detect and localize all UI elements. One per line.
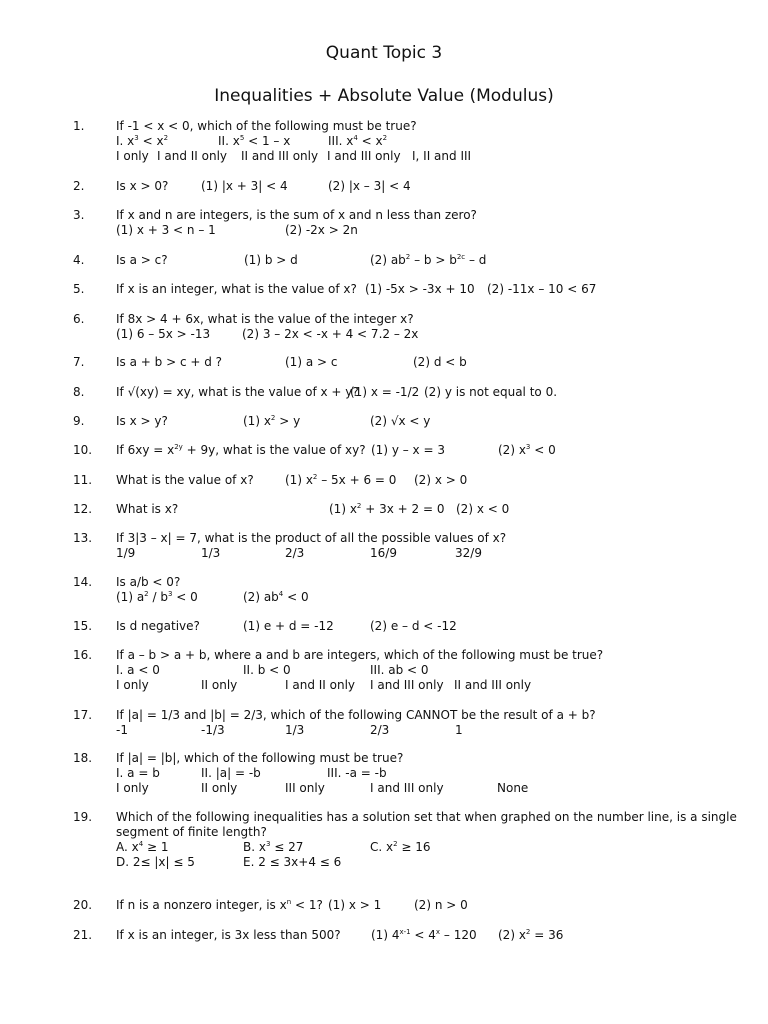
question-text: 1/3 <box>285 723 305 737</box>
question-text: (2) d < b <box>413 355 467 369</box>
question-text: (2) x > 0 <box>414 473 468 487</box>
question-text: (2) -11x – 10 < 67 <box>487 282 597 296</box>
question-text: segment of finite length? <box>116 825 267 839</box>
question-text: If x is an integer, what is the value of x? <box>116 282 357 296</box>
question-text: (2) $x^2 = 36$ <box>498 928 564 942</box>
question-text: I and III only <box>327 149 401 163</box>
question-text: II and III only <box>454 678 532 692</box>
question-text: 2/3 <box>370 723 390 737</box>
question-text: Is a > c? <box>116 253 168 267</box>
question-text: II. |a| = -b <box>201 766 261 780</box>
question-text: (1) |x + 3| < 4 <box>201 179 288 193</box>
question-text: Is x > 0? <box>116 179 169 193</box>
question-number: 11. <box>73 473 93 487</box>
question-text: (1) e + d = -12 <box>243 619 334 633</box>
question-text: D. 2≤ |x| ≤ 5 <box>116 855 195 869</box>
question-number: 10. <box>73 443 93 457</box>
question-number: 3. <box>73 208 85 222</box>
question-text: (1) $x^2 > y$ <box>243 414 301 428</box>
question-text: -1 <box>116 723 128 737</box>
question-text: If -1 < x < 0, which of the following must be true? <box>116 119 417 133</box>
question-text: I. a < 0 <box>116 663 160 677</box>
question-text: I and II only <box>157 149 228 163</box>
question-text: None <box>497 781 529 795</box>
question-text: I. a = b <box>116 766 160 780</box>
question-text: I and III only <box>370 678 444 692</box>
question-text: 16/9 <box>370 546 397 560</box>
question-number: 19. <box>73 810 93 824</box>
question-text: 32/9 <box>455 546 482 560</box>
question-number: 5. <box>73 282 85 296</box>
question-number: 14. <box>73 575 93 589</box>
question-text: I only <box>116 781 149 795</box>
question-number: 16. <box>73 648 93 662</box>
question-number: 20. <box>73 898 93 912</box>
question-text: (1) b > d <box>244 253 298 267</box>
question-text: (2) $x^3 < 0$ <box>498 443 556 457</box>
question-text: 2/3 <box>285 546 305 560</box>
question-text: (1) $4^{x-1} < 4^x - 120$ <box>371 928 477 942</box>
question-number: 4. <box>73 253 85 267</box>
question-text: If 3|3 – x| = 7, what is the product of all the possible values of x? <box>116 531 507 545</box>
question-number: 15. <box>73 619 93 633</box>
question-text: B. $x^3 \le 27$ <box>243 840 304 854</box>
question-text: What is x? <box>116 502 179 516</box>
question-text: Is a/b < 0? <box>116 575 181 589</box>
question-text: If |a| = |b|, which of the following must be true? <box>116 751 404 765</box>
question-text: (1) $x^2 - 5x + 6 = 0$ <box>285 473 397 487</box>
question-text: Is x > y? <box>116 414 168 428</box>
question-text: Is a + b > c + d ? <box>116 355 223 369</box>
question-text: III. $x^4 < x^2$ <box>328 134 388 148</box>
question-text: 1/9 <box>116 546 136 560</box>
question-text: I. $x^3 < x^2$ <box>116 134 169 148</box>
question-number: 18. <box>73 751 93 765</box>
question-text: If x is an integer, is 3x less than 500? <box>116 928 341 942</box>
question-text: If x and n are integers, is the sum of x and n less than zero? <box>116 208 477 222</box>
question-text: Is d negative? <box>116 619 200 633</box>
question-text: (2) √x < y <box>370 414 431 428</box>
question-text: I only <box>116 149 149 163</box>
question-text: If a – b > a + b, where a and b are integers, which of the following must be true? <box>116 648 604 662</box>
question-number: 12. <box>73 502 93 516</box>
question-text: (1) -5x > -3x + 10 <box>365 282 475 296</box>
question-text: (2) 3 – 2x < -x + 4 < 7.2 – 2x <box>242 327 419 341</box>
question-number: 13. <box>73 531 93 545</box>
question-text: (1) $x^2 + 3x + 2 = 0$ <box>329 502 445 516</box>
question-text: (2) x < 0 <box>456 502 510 516</box>
question-text: C. $x^2 \ge 16$ <box>370 840 431 854</box>
question-text: III. -a = -b <box>327 766 387 780</box>
question-number: 2. <box>73 179 85 193</box>
document-title: Quant Topic 3 <box>325 43 443 63</box>
question-text: Which of the following inequalities has a solution set that when graphed on the number line, is a single <box>116 810 737 824</box>
question-text: If $6xy = x^{2y} + 9y$, what is the value of xy? <box>116 443 366 457</box>
question-text: 1 <box>455 723 463 737</box>
question-text: II only <box>201 781 238 795</box>
question-number: 17. <box>73 708 93 722</box>
question-text: III. ab < 0 <box>370 663 429 677</box>
question-text: (2) e – d < -12 <box>370 619 457 633</box>
question-text: (1) a > c <box>285 355 338 369</box>
question-text: (2) |x – 3| < 4 <box>328 179 411 193</box>
question-number: 6. <box>73 312 85 326</box>
question-text: II only <box>201 678 238 692</box>
question-text: II and III only <box>241 149 319 163</box>
document-subtitle: Inequalities + Absolute Value (Modulus) <box>214 86 554 106</box>
question-text: I and III only <box>370 781 444 795</box>
question-text: (2) $ab^4 < 0$ <box>243 590 309 604</box>
question-text: I and II only <box>285 678 356 692</box>
question-text: If |a| = 1/3 and |b| = 2/3, which of the following CANNOT be the result of a + b? <box>116 708 596 722</box>
question-text: I, II and III <box>412 149 472 163</box>
question-text: What is the value of x? <box>116 473 254 487</box>
question-text: (1) $a^2 / b^3 < 0$ <box>116 590 198 604</box>
question-text: (2) $ab^2 - b > b^{2c} - d$ <box>370 253 487 267</box>
question-text: (1) 6 – 5x > -13 <box>116 327 211 341</box>
question-text: -1/3 <box>201 723 225 737</box>
question-text: II. b < 0 <box>243 663 291 677</box>
question-text: (2) -2x > 2n <box>285 223 358 237</box>
question-text: (1) x + 3 < n – 1 <box>116 223 216 237</box>
question-number: 8. <box>73 385 85 399</box>
question-text: III only <box>285 781 325 795</box>
question-number: 9. <box>73 414 85 428</box>
question-number: 1. <box>73 119 85 133</box>
question-text: 1/3 <box>201 546 221 560</box>
question-text: I only <box>116 678 149 692</box>
question-text: If 8x > 4 + 6x, what is the value of the integer x? <box>116 312 414 326</box>
question-text: (2) n > 0 <box>414 898 468 912</box>
question-text: (1) x = -1/2 <box>350 385 420 399</box>
question-text: II. $x^5 < 1 - x$ <box>218 134 291 148</box>
question-number: 21. <box>73 928 93 942</box>
question-text: (1) x > 1 <box>328 898 382 912</box>
question-text: If √(xy) = xy, what is the value of x + y? <box>116 385 359 399</box>
question-number: 7. <box>73 355 85 369</box>
question-text: A. $x^4 \ge 1$ <box>116 840 169 854</box>
question-text: (2) y is not equal to 0. <box>424 385 558 399</box>
question-text: E. 2 ≤ 3x+4 ≤ 6 <box>243 855 342 869</box>
question-text: If n is a nonzero integer, is $x^n < 1$? <box>116 898 323 912</box>
question-text: (1) y – x = 3 <box>371 443 445 457</box>
